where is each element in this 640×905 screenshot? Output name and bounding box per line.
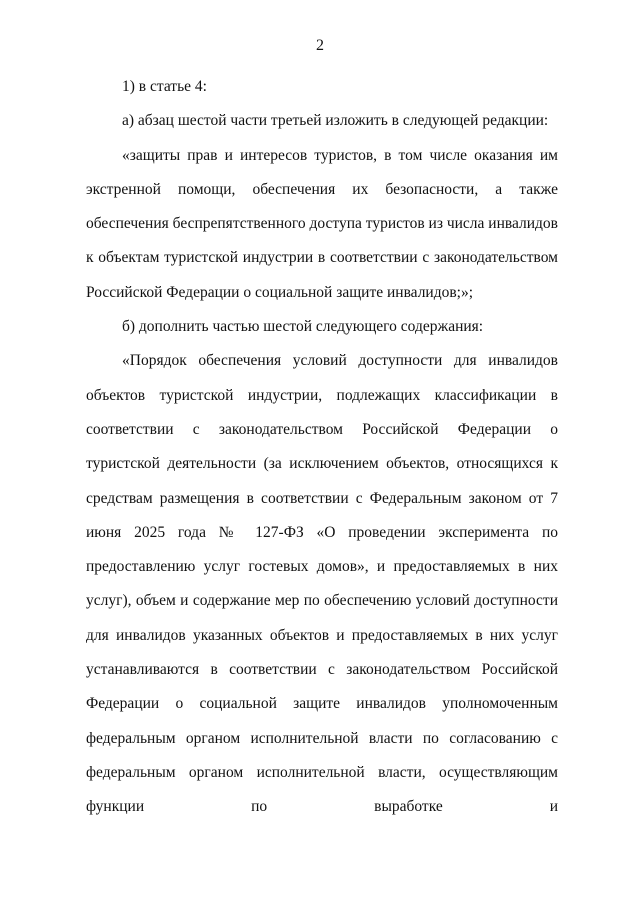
paragraph-item-1: 1) в статье 4: (122, 78, 207, 95)
paragraph-quoted-text-2: «Порядок обеспечения условий доступности для инвалидов объектов туристской индустрии, подлежащих классификации в соответствии с законодательством Российской Федерации о туристской деятельности (за исключением объектов, относящихся к средствам размещения в соответствии с Федеральным законом от 7 июня 2025 года № 127-ФЗ «О проведении эксперимента по предоставлению услуг гостевых домов», и предоставляемых в них услуг), объем и содержание мер по обеспечению условий доступности для инвалидов указанных объектов и предоставляемых в них услуг устанавливаются в соответствии с законодательством Российской Федерации о социальной защите инвалидов уполномоченным федеральным органом исполнительной власти по согласованию с федеральным органом исполнительной власти, осуществляющим функции по выработке и (86, 352, 558, 816)
page-number: 2 (316, 37, 324, 54)
paragraph-quoted-text-1: «защиты прав и интересов туристов, в том числе оказания им экстренной помощи, обеспечения их безопасности, а также обеспечения беспрепятственного доступа туристов из числа инвалидов к объектам туристской индустрии в соответствии с законодательством Российской Федерации о социальной защите инвалидов;»; (86, 146, 558, 301)
document-body (86, 70, 558, 825)
paragraph-subitem-a: а) абзац шестой части третьей изложить в следующей редакции: (122, 112, 549, 130)
paragraph-subitem-b: б) дополнить частью шестой следующего содержания: (122, 318, 484, 336)
